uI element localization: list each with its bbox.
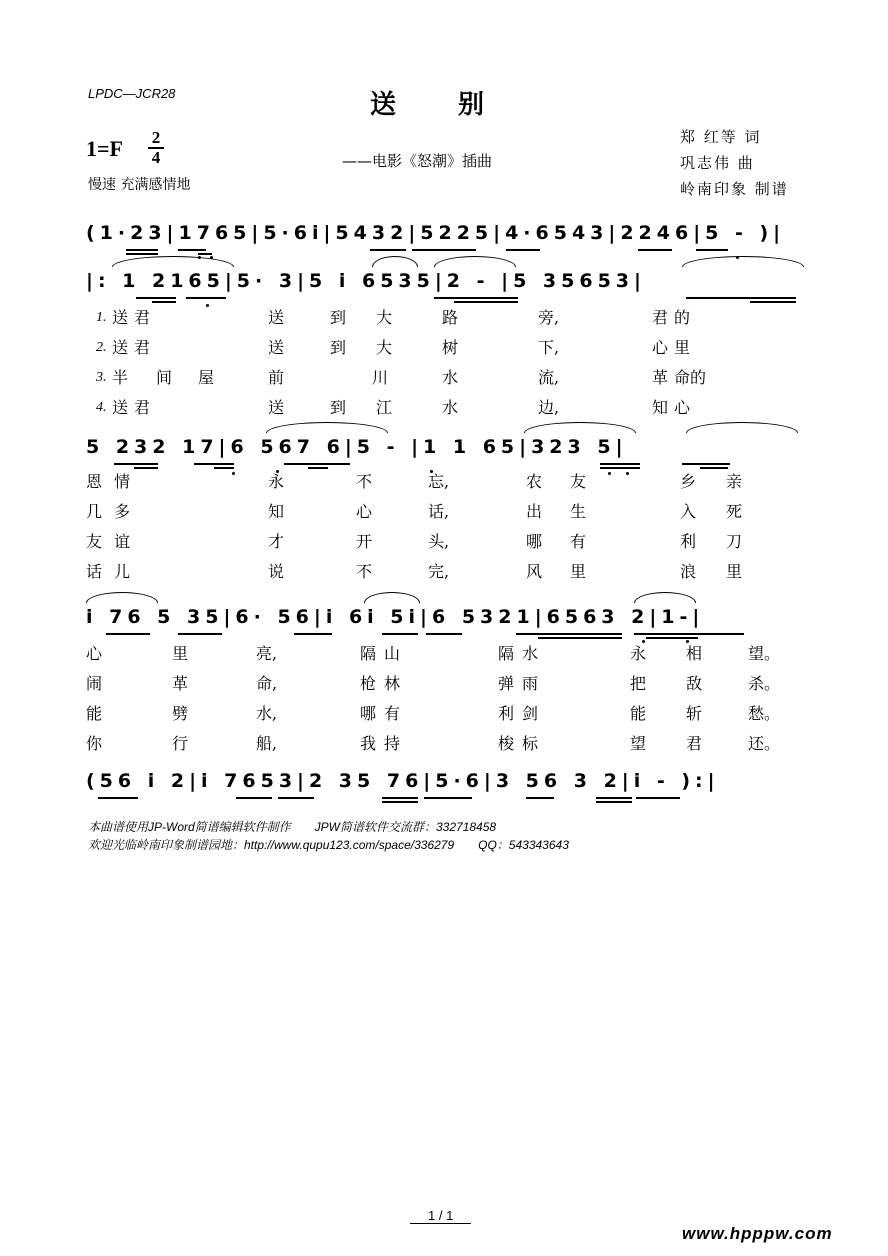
lyric-word: 间: [156, 368, 173, 387]
lyric-word: 雨: [522, 674, 539, 693]
lyric-word: 愁。: [748, 704, 781, 723]
lyric-word: 永: [268, 472, 285, 491]
lyric-word: 刀: [726, 532, 743, 551]
lyric-word: 送: [268, 338, 285, 357]
lyric-word: 永: [630, 644, 647, 663]
lyric-word: 乡: [680, 472, 697, 491]
lyric-word: 利: [498, 704, 515, 723]
footer-notes: [88, 818, 569, 854]
lyric-word: 望: [630, 734, 647, 753]
lyric-word: 能: [86, 704, 103, 723]
subtitle: ——电影《怒潮》插曲: [342, 152, 493, 170]
lyric-word: 我: [360, 734, 377, 753]
lyric-word: 恩: [86, 472, 103, 491]
lyric-word: 才: [268, 532, 285, 551]
lyric-word: 旁,: [538, 308, 560, 327]
time-signature-bottom: 4: [151, 148, 161, 167]
lyric-word: 君: [686, 734, 703, 753]
lyric-word: 死: [726, 502, 743, 521]
lyric-word: 情: [114, 472, 131, 491]
lyric-word: 有: [570, 532, 587, 551]
lyric-word: 你: [86, 734, 103, 753]
lyrics-verse-1: [86, 304, 806, 332]
lyric-word: 送: [112, 398, 129, 417]
lyric-word: 命,: [256, 674, 278, 693]
lyric-word: 标: [522, 734, 539, 753]
notation-text: 5 232 17|6 567 6|5 - |1 1 65|323 5|: [86, 436, 628, 458]
lyrics-verse-2: [86, 334, 806, 362]
time-signature: [148, 130, 164, 165]
lyrics-row3-verse-3: [86, 700, 806, 728]
lyric-word: 1.: [96, 310, 107, 325]
lyric-word: 流,: [538, 368, 560, 387]
lyric-word: 隔: [360, 644, 377, 663]
lyric-word: 水: [522, 644, 539, 663]
lyric-word: 入: [680, 502, 697, 521]
time-signature-top: 2: [151, 128, 161, 147]
key-signature: 1=F: [86, 136, 123, 161]
notation-line-2: [86, 264, 806, 298]
lyric-word: 忘,: [428, 472, 450, 491]
lyric-word: 不: [356, 472, 373, 491]
lyric-word: 水: [442, 368, 459, 387]
lyric-word: 里: [172, 644, 189, 663]
lyric-word: 前: [268, 368, 285, 387]
lyric-word: 知: [268, 502, 285, 521]
lyric-word: 半: [112, 368, 129, 387]
composer: 巩志伟 曲: [680, 154, 755, 172]
lyrics-row2-verse-4: [86, 558, 806, 586]
lyric-word: 水,: [256, 704, 278, 723]
lyric-word: 君: [134, 398, 151, 417]
lyricist: 郑 红等 词: [680, 128, 762, 146]
lyric-word: 边,: [538, 398, 560, 417]
lyric-word: 2.: [96, 340, 107, 355]
lyric-word: 江: [376, 398, 393, 417]
lyric-word: 望。: [748, 644, 781, 663]
lyric-word: 杀。: [748, 674, 781, 693]
lyric-word: 知: [652, 398, 669, 417]
lyrics-row3-verse-4: [86, 730, 806, 758]
lyric-word: 枪: [360, 674, 377, 693]
lyric-word: 3.: [96, 370, 107, 385]
lyric-word: 持: [384, 734, 401, 753]
credits: [680, 124, 789, 202]
lyric-word: 水: [442, 398, 459, 417]
lyrics-row3-verse-1: [86, 640, 806, 668]
lyric-word: 山: [384, 644, 401, 663]
lyric-word: 隔: [498, 644, 515, 663]
lyric-word: 君: [134, 308, 151, 327]
lyric-word: 斩: [686, 704, 703, 723]
lyric-word: 君: [134, 338, 151, 357]
lyric-word: 行: [172, 734, 189, 753]
lyric-word: 把: [630, 674, 647, 693]
page-number: 1 / 1: [410, 1208, 471, 1224]
lyrics-verse-3: [86, 364, 806, 392]
lyric-word: 浪: [680, 562, 697, 581]
tempo-marking: 慢速 充满感情地: [88, 177, 191, 193]
lyrics-row3-verse-2: [86, 670, 806, 698]
lyric-word: 心: [652, 338, 669, 357]
score-code: LPDC—JCR28: [88, 86, 176, 101]
lyric-word: 相: [686, 644, 703, 663]
notation-text: |: 1 2165|5· 3|5 i 6535|2 - |5 35653|: [86, 270, 646, 292]
lyric-word: 风: [526, 562, 543, 581]
site-watermark: www.hpppw.com: [682, 1224, 833, 1243]
lyric-word: 不: [356, 562, 373, 581]
lyric-word: 出: [526, 502, 543, 521]
notation-text: i 76 5 35|6· 56|i 6i 5i|6 5321|6563 2|1-|: [86, 606, 705, 628]
lyric-word: 到: [330, 338, 347, 357]
lyric-word: 里: [570, 562, 587, 581]
lyrics-row2-verse-2: [86, 498, 806, 526]
lyric-word: 心: [674, 398, 691, 417]
lyric-word: 里: [726, 562, 743, 581]
arranger: 岭南印象 制谱: [680, 180, 789, 198]
lyric-word: 开: [356, 532, 373, 551]
lyric-word: 心: [356, 502, 373, 521]
lyric-word: 路: [442, 308, 459, 327]
lyric-word: 下,: [538, 338, 560, 357]
lyric-word: 多: [114, 502, 131, 521]
notation-line-4: [86, 600, 806, 634]
lyric-word: 梭: [498, 734, 515, 753]
lyric-word: 大: [376, 308, 393, 327]
lyric-word: 革: [172, 674, 189, 693]
notation-line-5: [86, 764, 806, 798]
lyric-word: 亲: [726, 472, 743, 491]
lyric-word: 话: [86, 562, 103, 581]
lyric-word: 林: [384, 674, 401, 693]
lyric-word: 船,: [256, 734, 278, 753]
lyric-word: 革: [652, 368, 669, 387]
lyric-word: 剑: [522, 704, 539, 723]
lyric-word: 说: [268, 562, 285, 581]
lyric-word: 几: [86, 502, 103, 521]
notation-text: (56 i 2|i 7653|2 35 76|5·6|3 56 3 2|i - ):|: [86, 770, 720, 792]
lyric-word: 话,: [428, 502, 450, 521]
lyric-word: 劈: [172, 704, 189, 723]
notation-line-3: [86, 430, 806, 464]
lyric-word: 屋: [198, 368, 215, 387]
lyric-word: 到: [330, 398, 347, 417]
lyric-word: 树: [442, 338, 459, 357]
lyric-word: 谊: [114, 532, 131, 551]
lyric-word: 闹: [86, 674, 103, 693]
lyrics-verse-4: [86, 394, 806, 422]
lyric-word: 4.: [96, 400, 107, 415]
lyric-word: 友: [86, 532, 103, 551]
lyric-word: 生: [570, 502, 587, 521]
lyric-word: 心: [86, 644, 103, 663]
footer-line-2: 欢迎光临岭南印象制谱园地：http://www.qupu123.com/space/336279 QQ：543343643: [88, 838, 569, 852]
lyric-word: 亮,: [256, 644, 278, 663]
lyric-word: 川: [372, 368, 389, 387]
lyric-word: 到: [330, 308, 347, 327]
lyric-word: 能: [630, 704, 647, 723]
lyric-word: 君: [652, 308, 669, 327]
footer-line-1: 本曲谱使用JP-Word简谱编辑软件制作 JPW简谱软件交流群：332718458: [88, 820, 497, 834]
notation-line-1: [86, 216, 806, 250]
lyric-word: 弹: [498, 674, 515, 693]
lyric-word: 有: [384, 704, 401, 723]
lyric-word: 儿: [114, 562, 131, 581]
lyric-word: 送: [268, 398, 285, 417]
lyric-word: 里: [674, 338, 691, 357]
lyric-word: 大: [376, 338, 393, 357]
page-title: 送别: [370, 90, 547, 120]
lyric-word: 哪: [360, 704, 377, 723]
lyric-word: 哪: [526, 532, 543, 551]
lyric-word: 送: [268, 308, 285, 327]
lyric-word: 的: [674, 308, 691, 327]
lyric-word: 敌: [686, 674, 703, 693]
lyric-word: 送: [112, 308, 129, 327]
notation-text: (1·23|1765|5·6i|5432|5225|4·6543|2246|5 - )|: [86, 222, 786, 244]
lyric-word: 头,: [428, 532, 450, 551]
lyric-word: 农: [526, 472, 543, 491]
lyric-word: 命的: [674, 368, 707, 387]
lyrics-row2-verse-3: [86, 528, 806, 556]
lyric-word: 还。: [748, 734, 781, 753]
lyric-word: 友: [570, 472, 587, 491]
lyrics-row2-verse-1: [86, 468, 806, 496]
lyric-word: 利: [680, 532, 697, 551]
lyric-word: 完,: [428, 562, 450, 581]
lyric-word: 送: [112, 338, 129, 357]
